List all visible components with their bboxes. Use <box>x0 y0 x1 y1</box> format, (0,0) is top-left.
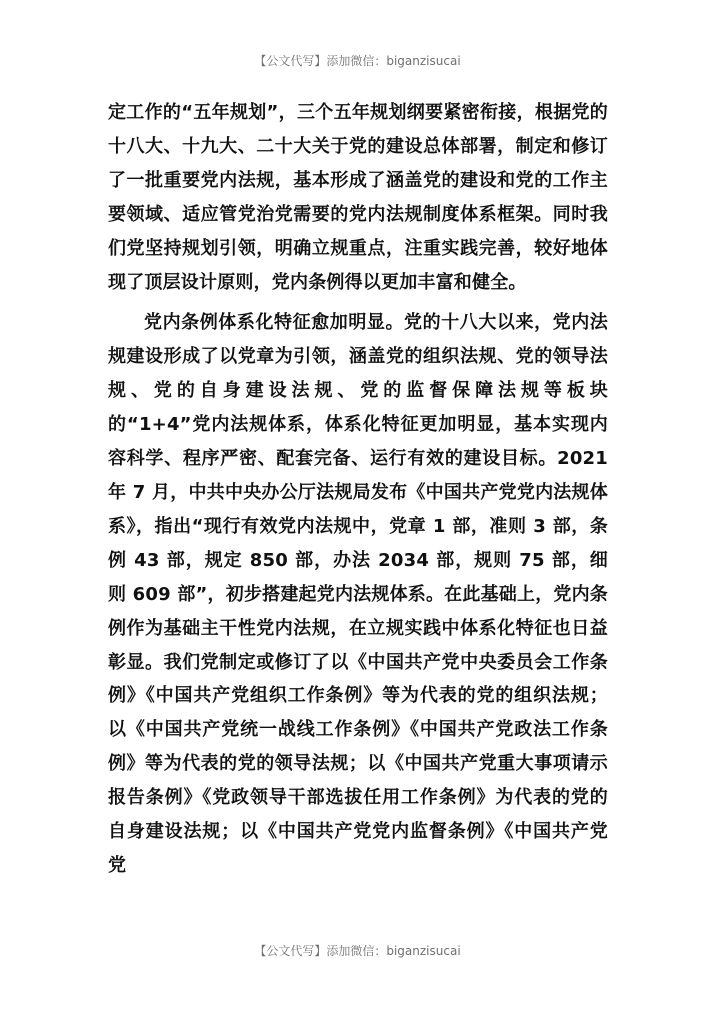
page-header-watermark: 【公文代写】添加微信：biganzisucai <box>254 54 461 68</box>
page-footer-watermark: 【公文代写】添加微信：biganzisucai <box>254 944 461 958</box>
document-body <box>108 96 608 883</box>
paragraph-system-features: 党内条例体系化特征愈加明显。党的十八大以来，党内法规建设形成了以党章为引领，涵盖党的组织法规、党的领导法规、党的自身建设法规、党的监督保障法规等板块的“1+4”党内法规体系，体系化特征更加明显，基本实现内容科学、程序严密、配套完备、运行有效的建设目标。2021 年 7 月，中共中央办公厅法规局发布《中国共产党党内法规体系》，指出“现行有效党内法规中，党章 1 部，准则 3 部，条例 43 部，规定 850 部，办法 2034 部，规则 75 部，细则 609 部”，初步搭建起党内法规体系。在此基础上，党内条例作为基础主干性党内法规，在立规实践中体系化特征也日益彰显。我们党制定或修订了以《中国共产党中央委员会工作条例》《中国共产党组织工作条例》等为代表的党的组织法规；以《中国共产党统一战线工作条例》《中国共产党政法工作条例》等为代表的党的领导法规；以《中国共产党重大事项请示报告条例》《党政领导干部选拔任用工作条例》为代表的党的自身建设法规；以《中国共产党党内监督条例》《中国共产党党 <box>108 312 608 876</box>
paragraph-continued: 定工作的“五年规划”，三个五年规划纲要紧密衔接，根据党的十八大、十九大、二十大关于党的建设总体部署，制定和修订了一批重要党内法规，基本形成了涵盖党的建设和党的工作主要领域、适应管党治党需要的党内法规制度体系框架。同时我们党坚持规划引领，明确立规重点，注重实践完善，较好地体现了顶层设计原则，党内条例得以更加丰富和健全。 <box>108 102 608 293</box>
